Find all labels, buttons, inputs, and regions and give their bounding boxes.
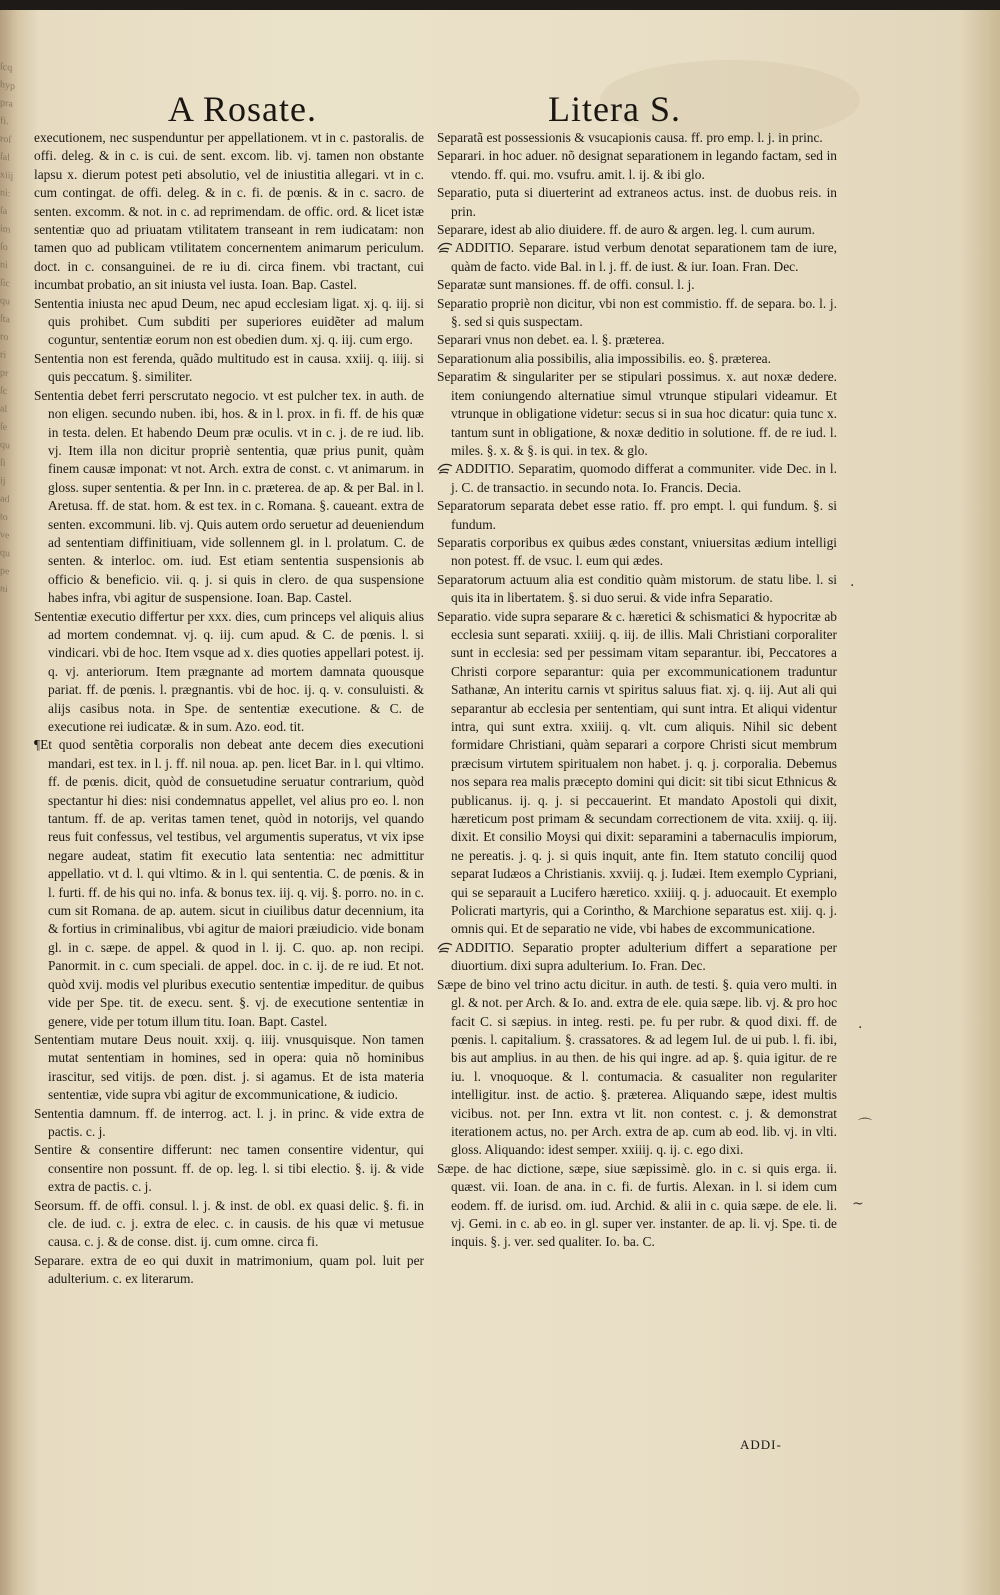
entry-text: Separationum alia possibilis, alia impossibilis. eo. §. præterea. [437, 350, 771, 366]
entry-text: Sententiam mutare Deus nouit. xxij. q. iiij. vnusquisque. Non tamen mutat sententiam in homines, sed in opera: quia nõ hominibus irascitur, sed vitijs. de pœn. dist. j. si agamus. Et de ista materia sententiæ, vide supra vbi agitur de excommunicatione, & iudicio. [34, 1031, 424, 1103]
entry-text: executionem, nec suspenduntur per appellationem. vt in c. pastoralis. de offi. deleg. & in c. is cui. de sent. excom. lib. vj. tamen non obstante lapsu x. dierum potest peti absolutio, vel de iniustitia allegari. vt in c. cum contingat. de offi. deleg. & in c. fi. de pœnis. & in c. sacro. de senten. excomm. & not. in c. ad reprimendam. de offic. ord. & licet istæ sententiæ quo ad priuatam vtilitatem transeant in rem iudicatam: non tamen quo ad publicam vtilitatem concernentem animarum periculum. doct. in c. consanguinei. de re iu di. circa finem. vbi tractant, cui incumbat probatio, an sit iniusta vel iusta. Ioan. Bap. Castel. [34, 130, 424, 293]
entry-text: Separatorum separata debet esse ratio. ff. pro empt. l. qui fundum. §. si fundum. [437, 498, 837, 532]
entry-text: Sententia damnum. ff. de interrog. act. l. j. in princ. & vide extra de pactis. c. j. [34, 1105, 424, 1139]
additio-entry [437, 939, 837, 976]
entry-text: Sentire & consentire differunt: nec tamen consentire videntur, qui consentire non possunt. ff. de op. leg. l. si tibi electio. §. ij. & vide extra de pactis. c. j. [34, 1142, 424, 1195]
margin-mark: · [850, 578, 855, 594]
entry-text: Sæpe de bino vel trino actu dicitur. in auth. de testi. §. quia vero multi. in gl. & not. per Arch. & Io. and. extra de ele. quia sæpe. lib. vj. & pro hoc facit C. si sæpius. in integ. resti. pe. fu per rubr. & quod dixi. ff. de pœnis. l. capitalium. §. crassatores. & ad legem Iul. de ui pub. l. fi. ibi, bis aut amplius. in au then. de his qui ingre. ad ap. §. quia igitur. de re iu. l. vnoquoque. & l. contumacia. & casualiter non regulariter intelligitur. inst. de actio. §. præterea. Aliquando sæpe, idest multis vicibus. not. per Inn. extra vt lit. non contest. c. j. & demonstrat iterationem actus, no. per Arch. extra de ap. cum ab eod. lib. vj. in vlti. gloss. Aliquando: idest semper. xxiiij. q. ij. c. ego dixi. [437, 976, 838, 1158]
entry-text: ADDITIO. Separare. istud verbum denotat separationem tam de iure, quàm de facto. vide Bal. in l. j. ff. de iust. & iur. Ioan. Fran. Dec. [451, 240, 837, 274]
entry-text: Separatio, puta si diuerterint ad extraneos actus. inst. de duobus reis. in prin. [437, 185, 837, 219]
entry-text: Sententiæ executio differtur per xxx. dies, cum princeps vel aliquis alius ad mortem condemnat. vj. q. iij. cum apud. & C. de pœnis. l. si vindicari. vbi de hoc. Item vsque ad x. dies quoties appellari potest. ij. q. vj. anteriorum. Item prægnante ad mortem damnata quousque pariat. ff. de pœnis. l. prægnantis. vbi de hoc. ij. q. v. consuluisti. & alijs casibus nota. in Spe. de sententiæ executione. & C. de executione rei iudicatæ. & in sum. Azo. eod. tit. [34, 608, 424, 734]
margin-mark: · [858, 1020, 863, 1036]
entry-text: Sententia non est ferenda, quãdo multitudo est in causa. xxiij. q. iiij. si quis peccatum. §. similiter. [34, 350, 424, 385]
entry-text: Separatis corporibus ex quibus ædes constant, vniuersitas ædium intelligi non potest. ff. de vsuc. l. eum qui ædes. [437, 534, 837, 569]
right-text-column [437, 129, 837, 1252]
entry-text: Separatæ sunt mansiones. ff. de offi. consul. l. j. [437, 277, 695, 293]
entry-text: Separari vnus non debet. ea. l. §. præterea. [437, 332, 665, 348]
entry-text: Separatorum actuum alia est conditio quàm mistorum. de statu libe. l. si quis ita in libertatem. §. si duo serui. & vide infra Separatio. [437, 571, 837, 606]
entry-text: Sententia iniusta nec apud Deum, nec apud ecclesiam ligat. xj. q. iij. si quis prohibet. Cum subditi per superiores euidẽter ad malum coguntur, sententiæ eorum non est obedien dum. xj. q. iij. cum ergo. [34, 295, 424, 348]
entry-text: ADDITIO. Separatio propter adulterium differt a separatione per diuortium. dixi supra adulterium. Io. Fran. Dec. [451, 939, 837, 974]
entry-text: Separare. extra de eo qui duxit in matrimonium, quam pol. luit per adulterium. c. ex literarum. [34, 1252, 424, 1287]
entry-text: ¶Et quod sentẽtia corporalis non debeat ante decem dies executioni mandari, est tex. in l. j. ff. nil noua. ap. pen. licet Bar. in l. qui vltimo. ff. de pœnis. dicit, quòd de consuetudine seruatur contrarium, quòd spectantur hi dies: nisi condemnatus appellet, vel alius pro eo. l. non tantum. ff. de ap. veritas tamen tenet, quòd in notorijs, vel quando reus fuit confessus, vel testibus, vel argumentis superatus, vt vix ipse negare audeat, statim fit executio lata sententia: nec admittitur appellatio. vt d. l. qui vltimo. & in l. qui sententia. C. de pœnis. & in l. furti. ff. de his qui no. infa. & bonus tex. iij. q. vij. §. porro. no. in c. cum sit Romana. de ap. autem. sicut in ciuilibus datur decennium, ita & fortius in criminalibus, vbi agitur de maiori præiudicio. vide bonam gl. in c. sæpe. de appel. & quod in l. ij. C. quo. ap. non recipi. Panormit. in c. cum speciali. de appel. doc. in c. ij. de re iud. Et not. quòd xvij. modis vel pluribus executio sententiæ impeditur. de quibus vide per Spe. tit. de execu. sent. §. vj. de executione sententiæ in genere, vide per totum illum titu. Ioan. Bapt. Castel. [34, 737, 424, 1029]
entry-text: Separare, idest ab alio diuidere. ff. de auro & argen. leg. l. cum aurum. [437, 222, 816, 238]
catchword: ADDI- [740, 1437, 782, 1452]
entry-text: Seorsum. ff. de offi. consul. l. j. & inst. de obl. ex quasi delic. §. fi. in cle. de iud. c. j. extra de elec. c. in causis. de his quæ vi metusue causa. c. j. & de conse. dist. ij. cum omne. circa fi. [34, 1197, 424, 1250]
additio-entry [437, 239, 837, 276]
entry-text: Separari. in hoc aduer. nõ designat separationem in legando factam, sed in vtendo. ff. qui. mo. vsufru. amit. l. ij. & ibi glo. [437, 148, 837, 182]
entry-text: Sæpe. de hac dictione, sæpe, siue sæpissimè. glo. in c. si quis erga. ii. quæst. vii. Ioan. de ana. in c. fi. de furtis. Alexan. in l. si idem cum eodem. ff. de iurisd. om. iud. Archid. & alii in c. quia sæpe. de ele. li. vj. Gemi. in c. ab eo. in gl. super ver. instanter. de ap. li. vj. Spe. ti. de inquis. §. j. ver. sed qualiter. Io. ba. C. [437, 1160, 837, 1250]
entry-text: ADDITIO. Separatim, quomodo differat a communiter. vide Dec. in l. j. C. de transactio. in secundo nota. Io. Francis. Decia. [451, 461, 837, 495]
margin-mark: ⌒ [858, 1118, 872, 1134]
manicule-icon [437, 240, 453, 254]
margin-mark: ~ [852, 1196, 864, 1212]
left-text-column [34, 129, 424, 1289]
manicule-icon [437, 940, 453, 954]
entry-text: Separatim & singulariter per se stipulari possimus. x. aut noxæ dedere. item coniungendo alternatiue simul vtrunque stipulari videamur. Et vtrunque in obligatione videtur: secus si in sua hoc dicatur: quia tunc x. tantum sunt in obligatione, & noxæ deditio in solutione. ff. de re iud. l. miles. §. x. & §. is qui. in tex. & glo. [437, 369, 837, 458]
facing-page-bleed: ſcq hyp pra fi. roſ ſal xiij ni: ſa im ſo ni ſic qu ſta ro ri pr ſc al ſe qu ſi ij ad to ve qu pe ni [0, 61, 15, 596]
entry-text: Separatio. vide supra separare & c. hæretici & schismatici & hypocritæ ab ecclesia sunt separati. xxiiij. q. iij. de illis. Mali Christiani corporaliter sunt in ecclesia: sed per pessimam vitam separantur. ibi, Peccatores a Christi corpore separantur: quia per excommunicationem traduntur Sathanæ, An interitu carnis vt spiritus saluus fiat. xj. q. iij. Aut ali qui separantur ab ecclesia per sententiam, qui sunt intra. Et aliqui videntur intra, qui sunt extra. xxiiij. q. vlt. cum aliquis. Nihil sic debent formidare Christiani, quàm separari a corpore Christi sicut membrum præcisum virtutem spiritualem non habet. j. q. j. corporalia. Debemus nos separa rea malis præcepto domini qui dicit: sit tibi sicut Ethnicus & publicanus. ij. q. j. si peccauerint. Et mandato Apostoli qui dixit, hæreticum post primam & secundam correctionem de vita. xxiij. q. iij. dixit. Et consilio Moysi qui dixit: separamini a tabernaculis impiorum, ne pereatis. j. q. j. si quis inquit, ante fin. Item statuto concilij quod separat Iudæos a Christianis. xxviij. q. j. Iudæi. Item exemplo Cypriani, qui se separauit a Lucifero hæretico. xxiiij. q. j. aduocauit. Et exemplo Policrati martyris, qui a Corintho, & Marchione separatus est. xiij. q. j. omnis qui. Et de separatio ne vide, vbi habes de excommunicatione. [437, 608, 837, 937]
additio-entry [437, 460, 837, 497]
scan-border [0, 0, 1000, 10]
running-title-left: A Rosate. [168, 89, 317, 129]
entry-text: Separatã est possessionis & vsucapionis causa. ff. pro emp. l. j. in princ. [437, 130, 823, 145]
entry-text: Separatio propriè non dicitur, vbi non est commistio. ff. de separa. bo. l. j. §. sed si quis suspectam. [437, 295, 837, 330]
entry-text: Sententia debet ferri perscrutato negocio. vt est pulcher tex. in auth. de non eligen. secundo nuben. ibi, hos. & in l. prox. in fi. ff. de his quæ in testa. delen. Et habendo Deum præ oculis. vt in c. j. de re iud. lib. vj. Item illa non dicitur propriè sententia, quæ prius punit, quàm finem causæ imponat: vt not. Arch. extra de const. c. vt animarum. in gloss. super sententia. & per Inn. in c. præterea. de ap. & per Bal. in l. Aretusa. ff. de stat. hom. & est tex. in c. Romana. §. caueant. extra de senten. excommuni. lib. vj. Quis autem ordo seruetur ad deueniendum ad sententiam diffinitiuam, vide sollennem gl. in l. prolatum. C. de senten. & interloc. om. iud. Est etiam sententia suspensionis ab officio & beneficio. vii. q. j. si quis in clero. de qua suspensione habes infra, vbi agitur de suspensione. Ioan. Bap. Castel. [34, 387, 424, 606]
running-title-right: Litera S. [548, 89, 681, 129]
manicule-icon [437, 461, 453, 475]
